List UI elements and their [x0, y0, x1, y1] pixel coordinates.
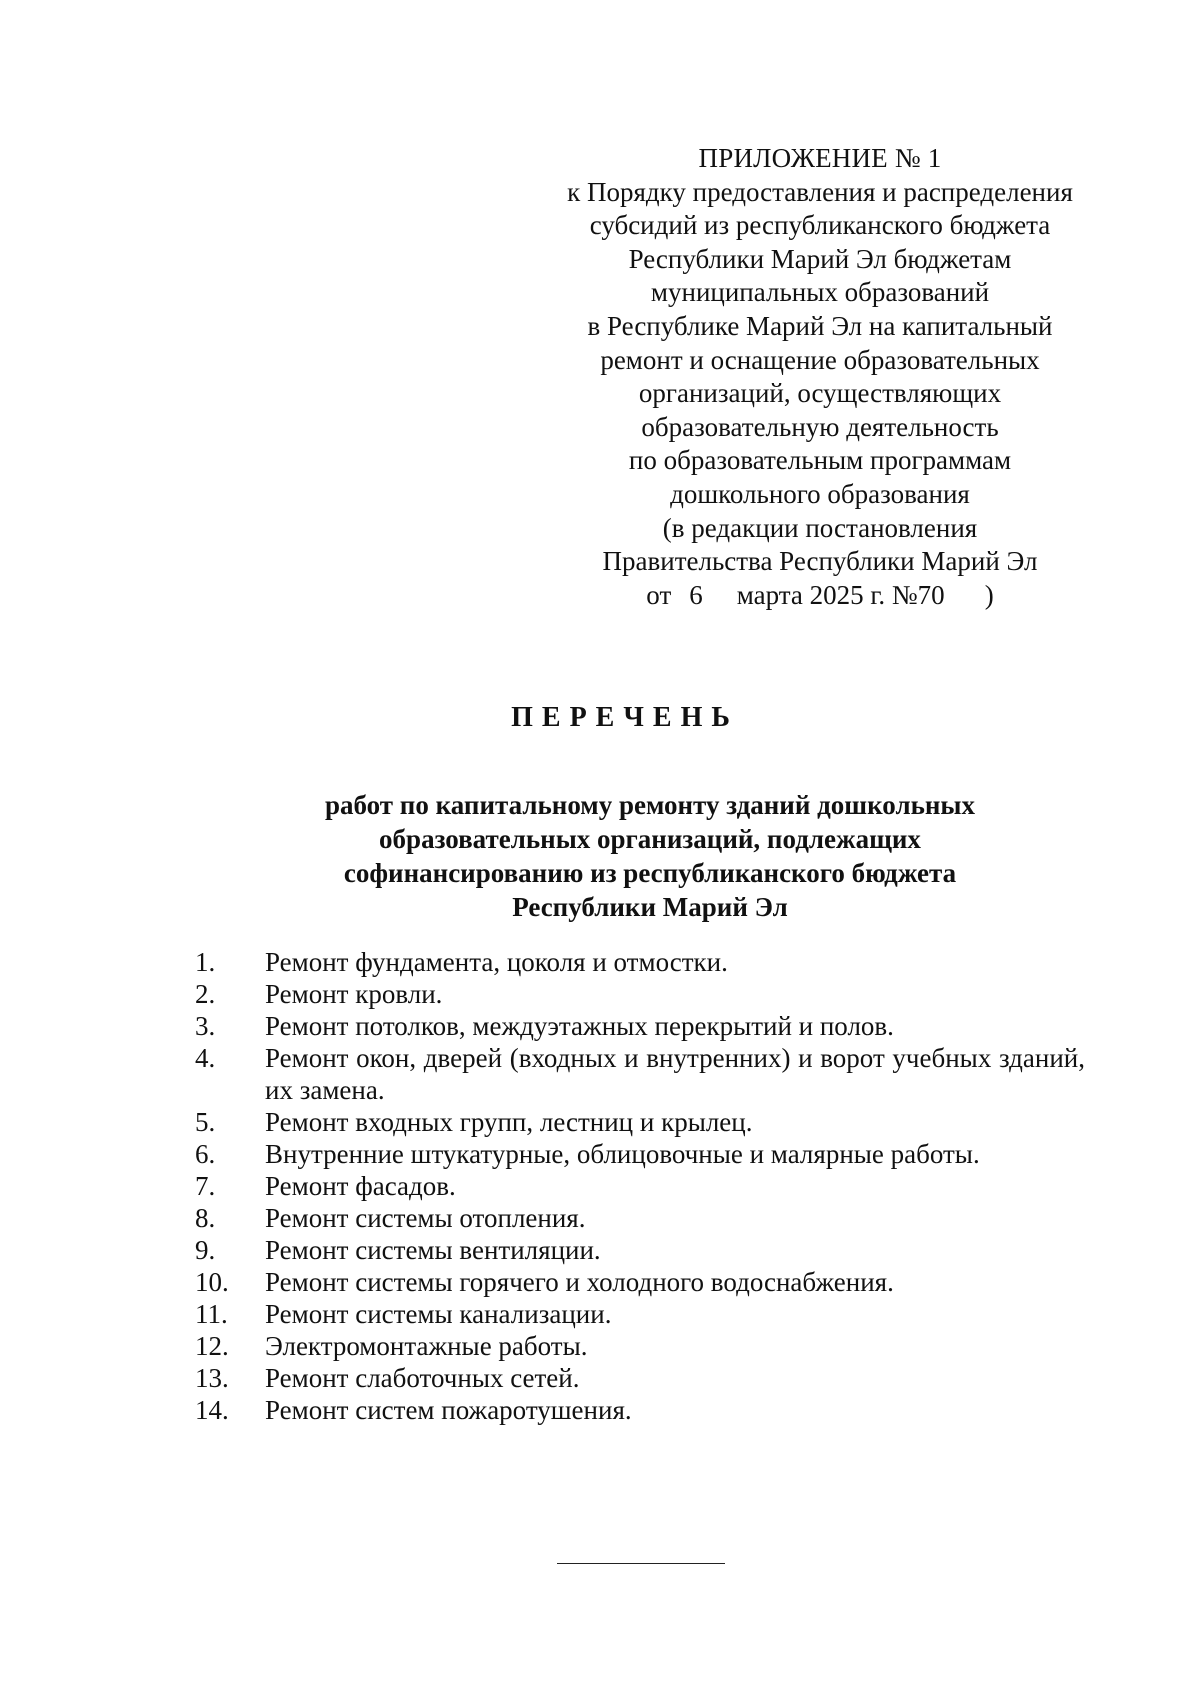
item-number: 14.	[195, 1395, 229, 1425]
list-item	[195, 1106, 1085, 1138]
appendix-line: (в редакции постановления	[662, 512, 978, 543]
list-item	[195, 1394, 1085, 1426]
item-number: 4.	[195, 1043, 216, 1073]
item-number: 11.	[195, 1299, 228, 1329]
subtitle-line: Республики Марий Эл	[512, 892, 788, 922]
item-text: Ремонт системы канализации.	[265, 1299, 612, 1329]
item-text: Ремонт слаботочных сетей.	[265, 1363, 580, 1393]
item-text: Электромонтажные работы.	[265, 1331, 588, 1361]
closing-divider	[557, 1563, 725, 1564]
item-text: Ремонт фундамента, цоколя и отмостки.	[265, 947, 728, 977]
subtitle-line: работ по капитальному ремонту зданий дошкольных	[324, 790, 976, 820]
item-text: Ремонт систем пожаротушения.	[265, 1395, 632, 1425]
resolution-number: №70	[891, 579, 945, 610]
item-number: 10.	[195, 1267, 229, 1297]
item-text: Ремонт системы отопления.	[265, 1203, 586, 1233]
item-text: Ремонт потолков, междуэтажных перекрытий и полов.	[265, 1011, 894, 1041]
appendix-line: организаций, осуществляющих	[638, 378, 1002, 409]
list-item	[195, 1170, 1085, 1202]
appendix-line: к Порядку предоставления и распределения	[567, 176, 1073, 207]
resolution-date-line	[540, 579, 1100, 613]
appendix-header	[540, 142, 1100, 612]
list-item	[195, 1234, 1085, 1266]
item-number: 3.	[195, 1011, 216, 1041]
works-list	[195, 946, 1085, 1426]
appendix-line: муниципальных образований	[650, 277, 990, 308]
list-item	[195, 1042, 1085, 1106]
item-number: 5.	[195, 1107, 216, 1137]
list-item	[195, 1266, 1085, 1298]
appendix-line: дошкольного образования	[670, 478, 970, 509]
appendix-line: в Республике Марий Эл на капитальный	[587, 310, 1053, 341]
item-number: 2.	[195, 979, 216, 1009]
item-text: Ремонт системы горячего и холодного водоснабжения.	[265, 1267, 894, 1297]
list-item	[195, 978, 1085, 1010]
list-heading: ПЕРЕЧЕНЬ	[511, 702, 739, 733]
appendix-line: ремонт и оснащение образовательных	[600, 344, 1040, 375]
list-item	[195, 1362, 1085, 1394]
item-number: 7.	[195, 1171, 216, 1201]
list-item	[195, 946, 1085, 978]
item-number: 13.	[195, 1363, 229, 1393]
item-number: 6.	[195, 1139, 216, 1169]
subtitle-line: софинансированию из республиканского бюджета	[343, 858, 957, 888]
item-number: 1.	[195, 947, 216, 977]
item-text: Ремонт входных групп, лестниц и крылец.	[265, 1107, 753, 1137]
list-item	[195, 1330, 1085, 1362]
list-item	[195, 1298, 1085, 1330]
date-prefix: от	[646, 579, 672, 610]
list-item	[195, 1138, 1085, 1170]
appendix-line: субсидий из республиканского бюджета	[589, 210, 1051, 241]
item-number: 9.	[195, 1235, 216, 1265]
list-item	[195, 1010, 1085, 1042]
date-closing-paren: )	[984, 579, 994, 610]
appendix-line: Правительства Республики Марий Эл	[602, 546, 1038, 577]
date-day: 6	[689, 579, 703, 610]
appendix-line: Республики Марий Эл бюджетам	[628, 243, 1012, 274]
item-number: 8.	[195, 1203, 216, 1233]
item-number: 12.	[195, 1331, 229, 1361]
appendix-line: образовательную деятельность	[641, 411, 999, 442]
item-text: Ремонт системы вентиляции.	[265, 1235, 601, 1265]
appendix-title: ПРИЛОЖЕНИЕ № 1	[698, 143, 942, 173]
item-text: Ремонт фасадов.	[265, 1171, 456, 1201]
subtitle-line: образовательных организаций, подлежащих	[379, 824, 921, 854]
list-item	[195, 1202, 1085, 1234]
item-text: Ремонт окон, дверей (входных и внутренних) и ворот учебных зданий, их замена.	[265, 1043, 1085, 1105]
item-text: Внутренние штукатурные, облицовочные и малярные работы.	[265, 1139, 980, 1169]
date-month-year: марта 2025 г.	[736, 579, 886, 610]
appendix-line: по образовательным программам	[628, 445, 1012, 476]
list-subtitle	[250, 788, 1050, 924]
item-text: Ремонт кровли.	[265, 979, 443, 1009]
